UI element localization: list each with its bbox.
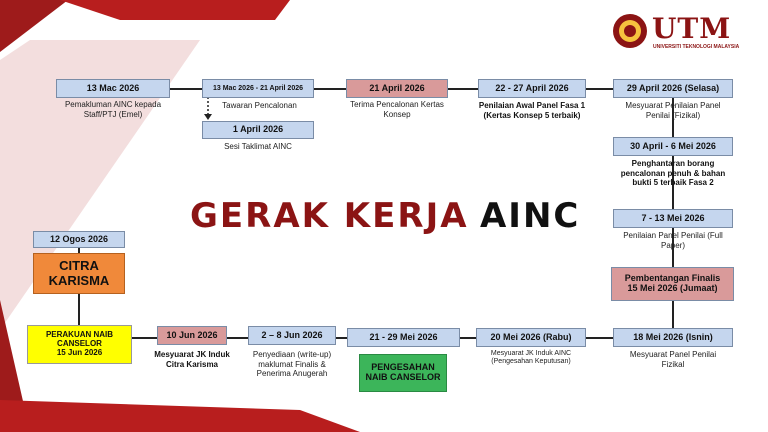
- title-part1: GERAK KERJA: [190, 196, 469, 236]
- step4-date: 22 - 27 April 2026: [478, 79, 586, 98]
- step9-date: 18 Mei 2026 (Isnin): [613, 328, 733, 347]
- step10-caption: Mesyuarat JK Induk AINC (Pengesahan Keputusan): [490, 350, 572, 366]
- step15-highlight: CITRA KARISMA: [33, 253, 125, 294]
- step4-caption: Penilaian Awal Panel Fasa 1 (Kertas Konsep 5 terbaik): [478, 101, 586, 120]
- step6-caption: Penghantaran borang pencalonan penuh & bahan bukti 5 terbaik Fasa 2: [620, 159, 726, 188]
- step2-date: 13 Mac 2026 - 21 April 2026: [202, 79, 314, 98]
- page-title: [190, 196, 580, 236]
- step10-date: 20 Mei 2026 (Rabu): [476, 328, 586, 347]
- step3-caption: Terima Pencalonan Kertas Konsep: [350, 100, 444, 119]
- step8-line2: 15 Mei 2026 (Jumaat): [627, 283, 718, 293]
- step15-date: 12 Ogos 2026: [33, 231, 125, 248]
- step6-date: 30 April - 6 Mei 2026: [613, 137, 733, 156]
- step8-box: [611, 267, 734, 301]
- step9-caption: Mesyuarat Panel Penilai Fizikal: [629, 350, 717, 369]
- step7-caption: Penilaian Panel Penilai (Full Paper): [623, 231, 723, 250]
- step13-date: 10 Jun 2026: [157, 326, 227, 345]
- logo-subtitle: UNIVERSITI TEKNOLOGI MALAYSIA: [653, 44, 740, 50]
- step12-caption: Penyediaan (write-up) maklumat Finalis & Penerima Anugerah: [252, 350, 332, 379]
- step2b-caption: Sesi Taklimat AINC: [224, 142, 292, 151]
- step5-date: 29 April 2026 (Selasa): [613, 79, 733, 98]
- step1-caption: Pemakluman AINC kepada Staff/PTJ (Emel): [64, 100, 162, 119]
- step13-caption: Mesyuarat JK Induk Citra Karisma: [154, 350, 230, 369]
- step5-caption: Mesyuarat Penilaian Panel Penilai (Fizikal): [625, 101, 721, 120]
- step11-highlight: PENGESAHAN NAIB CANSELOR: [359, 354, 447, 392]
- step7-date: 7 - 13 Mei 2026: [613, 209, 733, 228]
- step14-line2: 15 Jun 2026: [56, 347, 103, 357]
- step14-box: [27, 325, 132, 364]
- logo-name: UTM: [652, 12, 732, 45]
- step2-caption: Tawaran Pencalonan: [222, 101, 297, 110]
- step8-line1: Pembentangan Finalis: [624, 273, 721, 284]
- utm-logo-icon: [612, 13, 648, 49]
- step3-date: 21 April 2026: [346, 79, 448, 98]
- step2b-date: 1 April 2026: [202, 121, 314, 139]
- step14-line1: PERAKUAN NAIB CANSELOR: [45, 330, 114, 349]
- title-part2: AINC: [479, 196, 581, 236]
- step1-date: 13 Mac 2026: [56, 79, 170, 98]
- step11-date: 21 - 29 Mei 2026: [347, 328, 460, 347]
- step12-date: 2 – 8 Jun 2026: [248, 326, 336, 345]
